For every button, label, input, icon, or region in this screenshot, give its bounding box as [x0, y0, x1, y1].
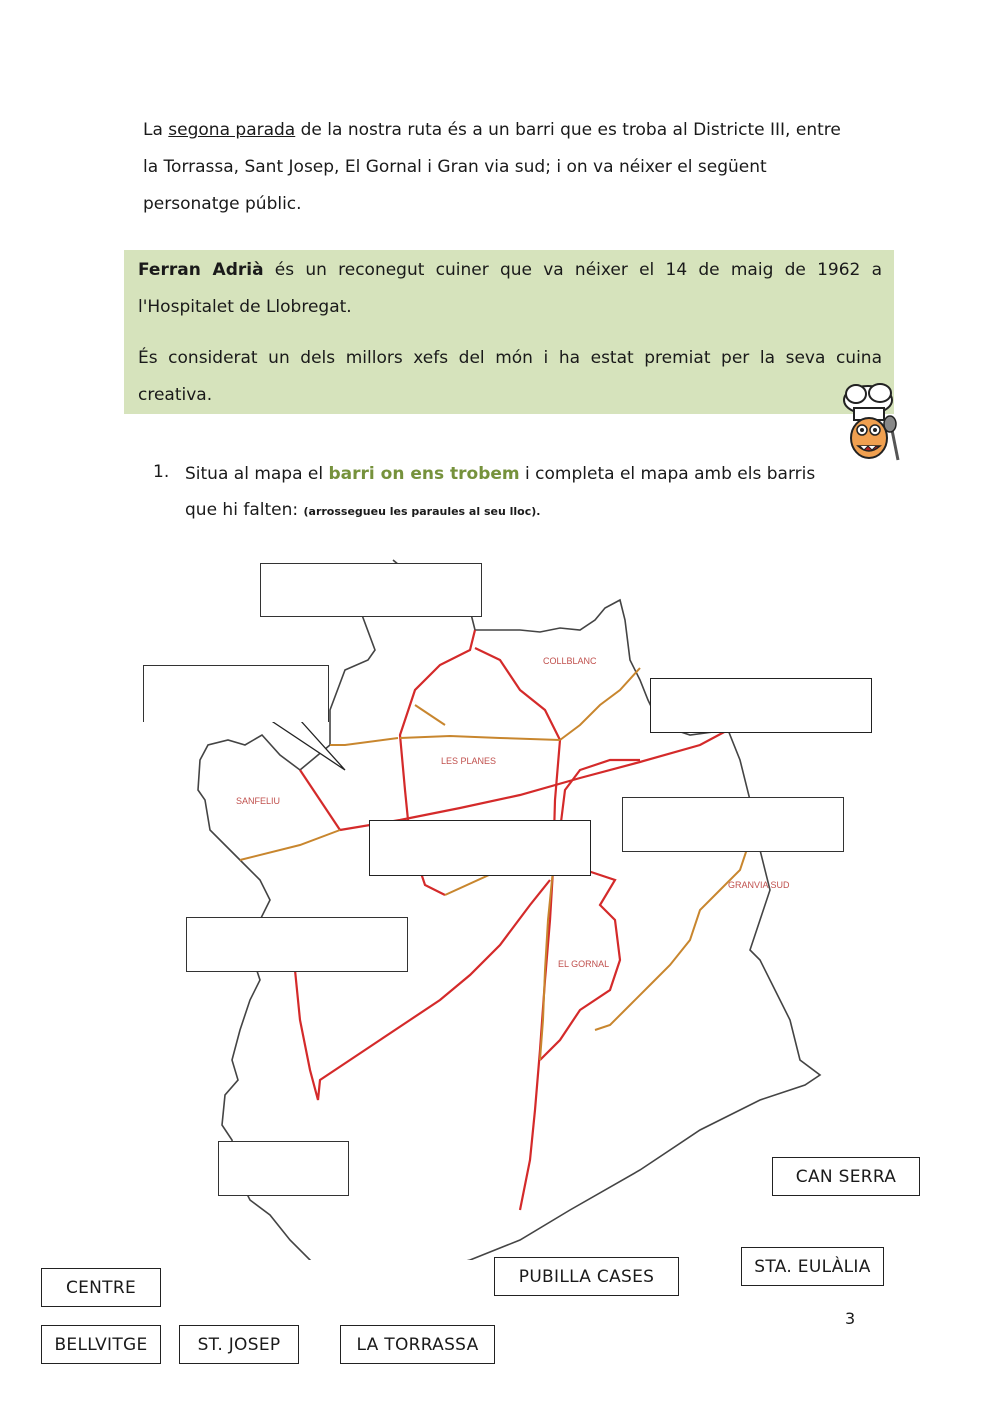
bio-paragraph-1: Ferran Adrià és un reconegut cuiner que va néixer el 14 de maig de 1962 a l'Hospitalet de Llobregat.: [138, 260, 882, 317]
question-highlight: barri on ens trobem: [328, 464, 520, 484]
underlined-phrase: segona parada: [168, 120, 296, 140]
map-label-collblanc: COLLBLANC: [543, 656, 597, 666]
bio-name: Ferran Adrià: [138, 260, 264, 280]
word-pubilla-cases[interactable]: PUBILLA CASES: [494, 1257, 679, 1296]
question-number: 1.: [153, 462, 170, 482]
word-can-serra[interactable]: CAN SERRA: [772, 1157, 920, 1196]
map-label-les-planes: LES PLANES: [441, 756, 497, 766]
word-la-torrassa[interactable]: LA TORRASSA: [340, 1325, 495, 1364]
intro-line-3: personatge públic.: [143, 194, 302, 214]
question-text: Situa al mapa el barri on ens trobem i completa el mapa amb els barris que hi falten: (arrossegueu les paraules al seu lloc).: [185, 464, 816, 520]
word-bellvitge[interactable]: BELLVITGE: [41, 1325, 161, 1364]
chef-icon: [838, 380, 910, 472]
bio-box: [124, 250, 894, 414]
map-label-granvia-sud: GRANVIA SUD: [728, 880, 790, 890]
drop-target-7[interactable]: [218, 1141, 349, 1196]
drop-target-6[interactable]: [186, 917, 408, 972]
bio-paragraph-2: És considerat un dels millors xefs del món i ha estat premiat per la seva cuina creativa.: [138, 348, 882, 405]
drop-target-2[interactable]: [143, 665, 329, 722]
drop-target-5[interactable]: [369, 820, 591, 876]
drop-target-4[interactable]: [622, 797, 844, 852]
drop-target-1[interactable]: [260, 563, 482, 617]
map-label-sanfeliu: SANFELIU: [236, 796, 281, 806]
question-note: (arrossegueu les paraules al seu lloc).: [303, 505, 541, 518]
intro-line-2: la Torrassa, Sant Josep, El Gornal i Gran via sud; i on va néixer el següent: [143, 157, 767, 177]
map-label-el-gornal: EL GORNAL: [558, 959, 610, 969]
drop-target-3[interactable]: [650, 678, 872, 733]
word-st-josep[interactable]: ST. JOSEP: [179, 1325, 299, 1364]
page-number: 3: [845, 1309, 856, 1328]
word-centre[interactable]: CENTRE: [41, 1268, 161, 1307]
word-sta-eulalia[interactable]: STA. EULÀLIA: [741, 1247, 884, 1286]
district-map: [0, 540, 1000, 1260]
intro-line-1: La segona parada de la nostra ruta és a un barri que es troba al Districte III, entre: [143, 120, 841, 140]
